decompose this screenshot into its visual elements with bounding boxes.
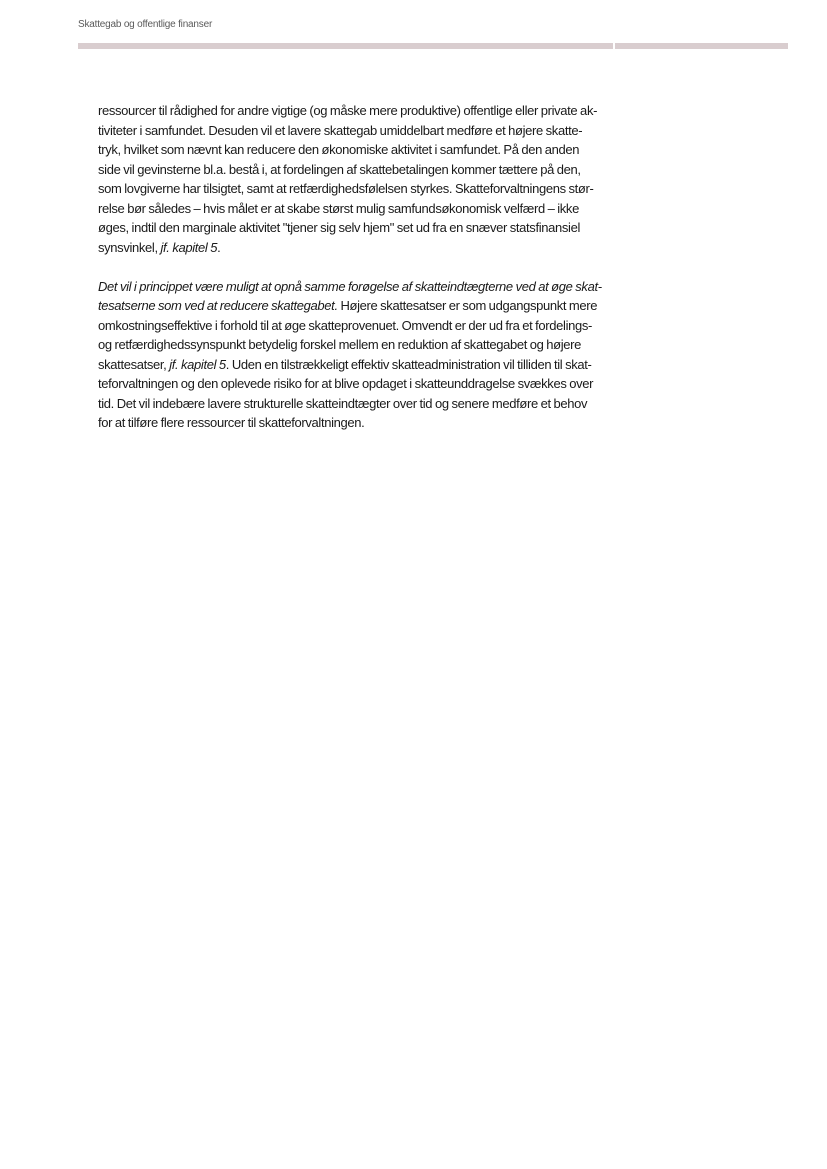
body-text bbox=[98, 101, 610, 433]
paragraph-gap bbox=[98, 257, 610, 277]
text-segment: som lovgiverne har tilsigtet, samt at retfærdighedsfølelsen styrkes. Skatteforvaltningens stør- bbox=[98, 181, 594, 196]
text-line bbox=[98, 277, 610, 297]
text-line bbox=[98, 140, 610, 160]
text-line bbox=[98, 199, 610, 219]
italic-text-segment: jf. kapitel 5 bbox=[160, 239, 218, 255]
italic-text-segment: jf. kapitel 5 bbox=[169, 356, 226, 372]
text-line bbox=[98, 101, 610, 121]
header-rule bbox=[78, 43, 788, 49]
italic-text-segment: tesatserne som ved at reducere skattegabet. bbox=[98, 298, 338, 313]
text-segment: tiviteter i samfundet. Desuden vil et lavere skattegab umiddelbart medføre et højere skatte- bbox=[98, 122, 583, 138]
paragraph bbox=[98, 101, 610, 257]
text-segment: og retfærdighedssynspunkt betydelig forskel mellem en reduktion af skattegabet og højere bbox=[98, 337, 582, 352]
paragraph bbox=[98, 277, 610, 433]
text-line bbox=[98, 413, 610, 433]
text-segment: øges, indtil den marginale aktivitet "tjener sig selv hjem" set ud fra en snæver statsfinansiel bbox=[98, 220, 581, 235]
text-line bbox=[98, 335, 610, 355]
text-segment: Højere skattesatser er som udgangspunkt mere bbox=[337, 298, 598, 313]
text-segment: tid. Det vil indebære lavere strukturelle skatteindtægter over tid og senere medføre et behov bbox=[98, 395, 588, 411]
text-line bbox=[98, 296, 610, 316]
text-segment: synsvinkel, bbox=[98, 239, 161, 255]
text-segment: ressourcer til rådighed for andre vigtige (og måske mere produktive) offentlige eller private ak- bbox=[98, 103, 598, 118]
text-segment: side vil gevinsterne bl.a. bestå i, at fordelingen af skattebetalingen kommer tættere på den, bbox=[98, 161, 581, 177]
header-rule-divider bbox=[613, 43, 615, 49]
text-segment: . bbox=[217, 239, 221, 255]
text-line bbox=[98, 121, 610, 141]
text-segment: for at tilføre flere ressourcer til skatteforvaltningen. bbox=[98, 415, 365, 430]
text-line bbox=[98, 355, 610, 375]
text-segment: skattesatser, bbox=[98, 356, 170, 372]
text-line bbox=[98, 374, 610, 394]
text-segment: teforvaltningen og den oplevede risiko for at blive opdaget i skatteunddragelse svækkes over bbox=[98, 376, 594, 391]
italic-text-segment: Det vil i princippet være muligt at opnå samme forøgelse af skatteindtægterne ved at øge skat- bbox=[98, 278, 602, 294]
text-segment: tryk, hvilket som nævnt kan reducere den økonomiske aktivitet i samfundet. På den anden bbox=[98, 142, 580, 157]
text-segment: . Uden en tilstrækkeligt effektiv skatteadministration vil tilliden til skat- bbox=[225, 356, 592, 372]
text-line bbox=[98, 160, 610, 180]
text-segment: omkostningseffektive i forhold til at øge skatteprovenuet. Omvendt er der ud fra et fordelings- bbox=[98, 317, 593, 333]
text-segment: relse bør således – hvis målet er at skabe størst mulig samfundsøkonomisk velfærd – ikke bbox=[98, 200, 579, 216]
text-line bbox=[98, 316, 610, 336]
text-line bbox=[98, 218, 610, 238]
running-header-title: Skattegab og offentlige finanser bbox=[78, 19, 213, 30]
text-line bbox=[98, 238, 610, 258]
text-line bbox=[98, 394, 610, 414]
text-line bbox=[98, 179, 610, 199]
